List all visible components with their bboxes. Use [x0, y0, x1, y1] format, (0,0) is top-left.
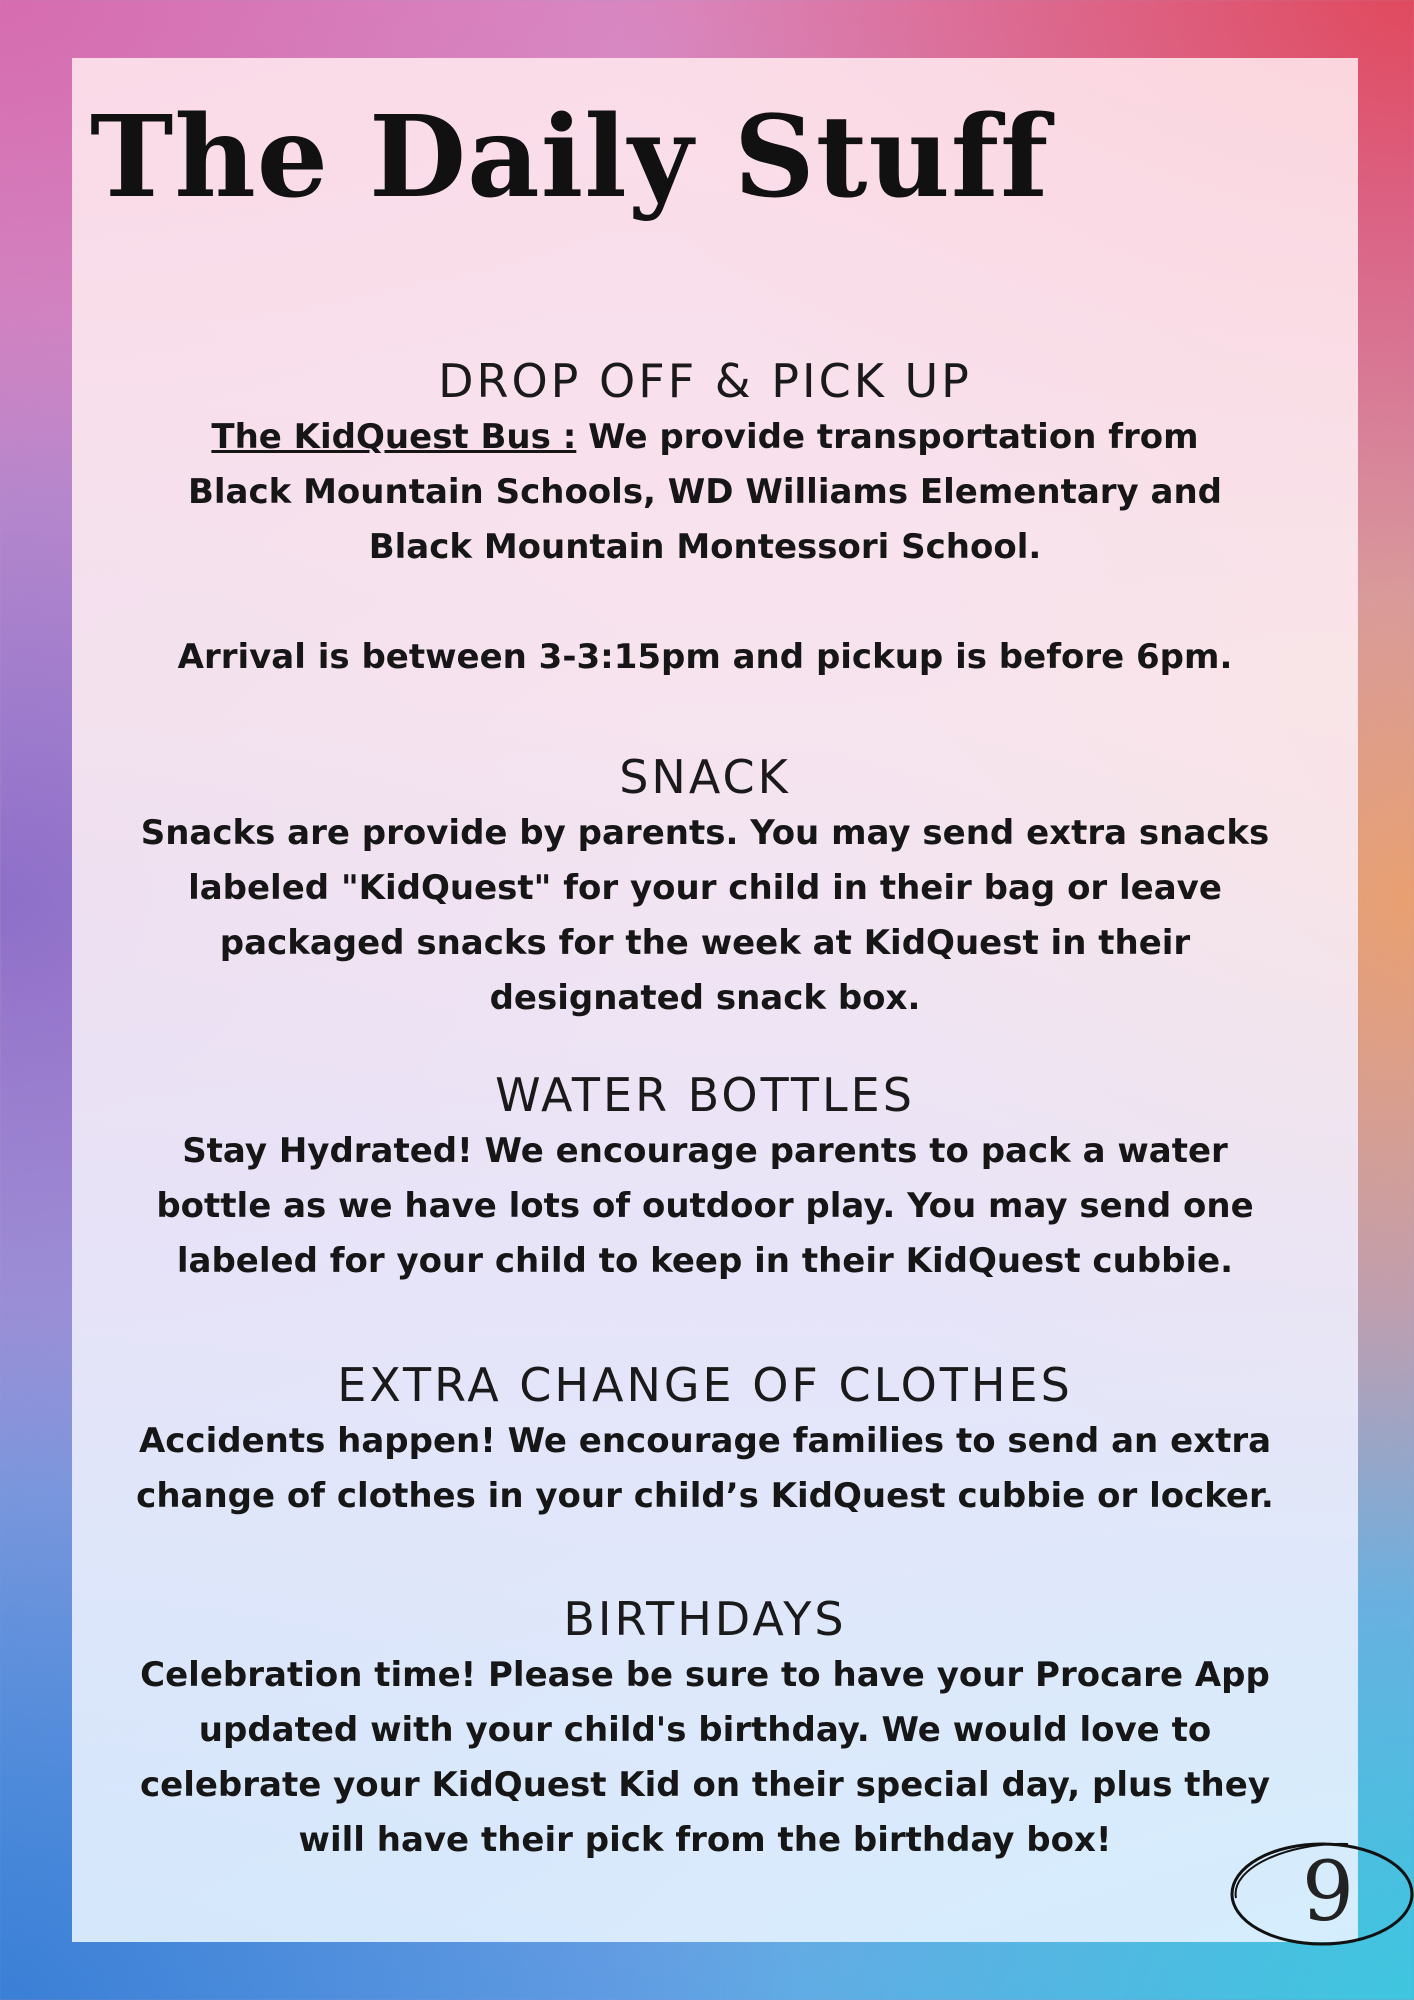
bus-text: We provide transportation from Black Mountain Schools, WD Williams Elementary and Black Mountain Montessori School.	[187, 417, 1223, 567]
section-heading-clothes: EXTRA CHANGE OF CLOTHES	[337, 1358, 1073, 1412]
section-snack	[110, 748, 1300, 1026]
section-birthdays	[110, 1590, 1300, 1868]
page-number: 9	[1301, 1845, 1355, 1940]
page-number-badge	[1228, 1838, 1414, 1948]
section-text-dropoff-bus	[110, 410, 1300, 575]
section-heading-water: WATER BOTTLES	[495, 1068, 915, 1122]
page-title: The Daily Stuff	[90, 92, 1050, 223]
section-clothes	[110, 1356, 1300, 1524]
section-text-dropoff-arrival: Arrival is between 3-3:15pm and pickup is before 6pm.	[177, 637, 1233, 677]
section-text-water: Stay Hydrated! We encourage parents to pack a water bottle as we have lots of outdoor play. You may send one labeled for your child to keep in their KidQuest cubbie.	[156, 1131, 1254, 1281]
section-heading-birthdays: BIRTHDAYS	[563, 1592, 847, 1646]
bus-label: The KidQuest Bus :	[211, 417, 577, 457]
section-water	[110, 1066, 1300, 1289]
section-text-snack: Snacks are provide by parents. You may send extra snacks labeled "KidQuest" for your child in their bag or leave packaged snacks for the week at KidQuest in their designated snack box.	[140, 813, 1270, 1018]
section-heading-dropoff: DROP OFF & PICK UP	[438, 354, 972, 408]
section-heading-snack: SNACK	[619, 750, 791, 804]
section-text-clothes: Accidents happen! We encourage families to send an extra change of clothes in your child’s KidQuest cubbie or locker.	[136, 1421, 1274, 1516]
section-dropoff	[110, 352, 1300, 685]
section-text-birthdays: Celebration time! Please be sure to have your Procare App updated with your child's birthday. We would love to celebrate your KidQuest Kid on their special day, plus they will have their pick from the birthday box!	[140, 1655, 1270, 1860]
